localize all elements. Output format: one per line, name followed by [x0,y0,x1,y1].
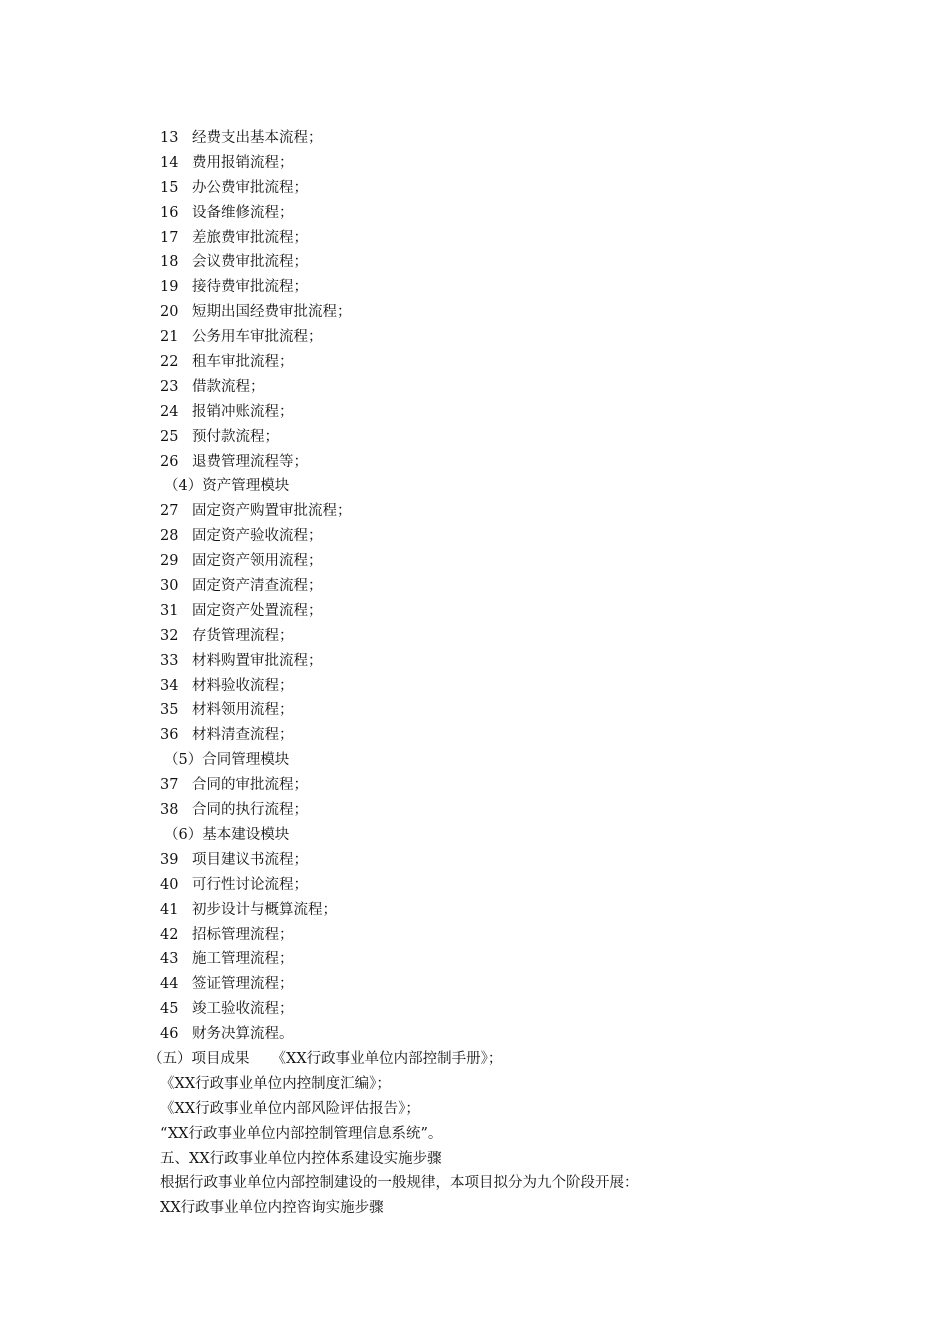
section-title: 五、XX行政事业单位内控体系建设实施步骤 [160,1150,442,1167]
list-item: 17 差旅费审批流程； [160,229,308,246]
flow-list-d [0,848,950,1047]
list-item: 15 办公费审批流程； [160,179,308,196]
results-first-item: 《XX行政事业单位内部控制手册》； [271,1050,503,1067]
list-item: 26 退费管理流程等； [160,453,308,470]
list-item: 44 签证管理流程； [160,976,294,993]
list-item: 21 公务用车审批流程； [160,329,323,346]
list-item: 19 接待费审批流程； [160,279,308,296]
list-item: 32 存货管理流程； [160,627,294,644]
list-item: 23 借款流程； [160,378,265,395]
list-item: 40 可行性讨论流程； [160,876,308,893]
project-results-heading [0,1047,950,1072]
document-page [0,126,950,1221]
flow-list-b [0,499,950,748]
list-item: 22 租车审批流程； [160,354,294,371]
module-heading-construction: （6）基本建设模块 [164,826,290,843]
list-item: 36 材料清查流程； [160,727,294,744]
list-item: 28 固定资产验收流程； [160,528,323,545]
results-item: “XX行政事业单位内部控制管理信息系统”。 [160,1125,443,1142]
list-item: 31 固定资产处置流程； [160,602,323,619]
results-item: 《XX行政事业单位内部风险评估报告》； [160,1100,420,1117]
list-item: 13 经费支出基本流程； [160,130,323,146]
list-item: 46 财务决算流程。 [160,1026,294,1043]
list-item: 43 施工管理流程； [160,951,294,968]
flow-list-c [0,773,950,823]
list-item: 30 固定资产清查流程； [160,578,323,595]
results-item: 《XX行政事业单位内控制度汇编》； [160,1075,391,1092]
list-item: 34 材料验收流程； [160,677,294,694]
list-item: 18 会议费审批流程； [160,254,308,271]
list-item: 25 预付款流程； [160,428,279,445]
module-heading-contracts: （5）合同管理模块 [164,752,290,769]
list-item: 14 费用报销流程； [160,154,294,171]
list-item: 38 合同的执行流程； [160,802,308,819]
results-label: （五）项目成果 [148,1050,250,1067]
list-item: 20 短期出国经费审批流程； [160,304,352,321]
list-item: 33 材料购置审批流程； [160,652,323,669]
list-item: 24 报销冲账流程； [160,403,294,420]
flow-list-a [0,126,950,474]
module-heading-assets: （4）资产管理模块 [164,478,290,495]
section-intro: 根据行政事业单位内部控制建设的一般规律，本项目拟分为九个阶段开展： [160,1175,639,1192]
list-item: 45 竣工验收流程； [160,1001,294,1018]
section-caption: XX行政事业单位内控咨询实施步骤 [160,1200,384,1217]
list-item: 27 固定资产购置审批流程； [160,503,352,520]
list-item: 29 固定资产领用流程； [160,553,323,570]
list-item: 42 招标管理流程； [160,926,294,943]
list-item: 41 初步设计与概算流程； [160,901,337,918]
list-item: 16 设备维修流程； [160,204,294,221]
list-item: 39 项目建议书流程； [160,851,308,868]
list-item: 35 材料领用流程； [160,702,294,719]
list-item: 37 合同的审批流程； [160,777,308,794]
